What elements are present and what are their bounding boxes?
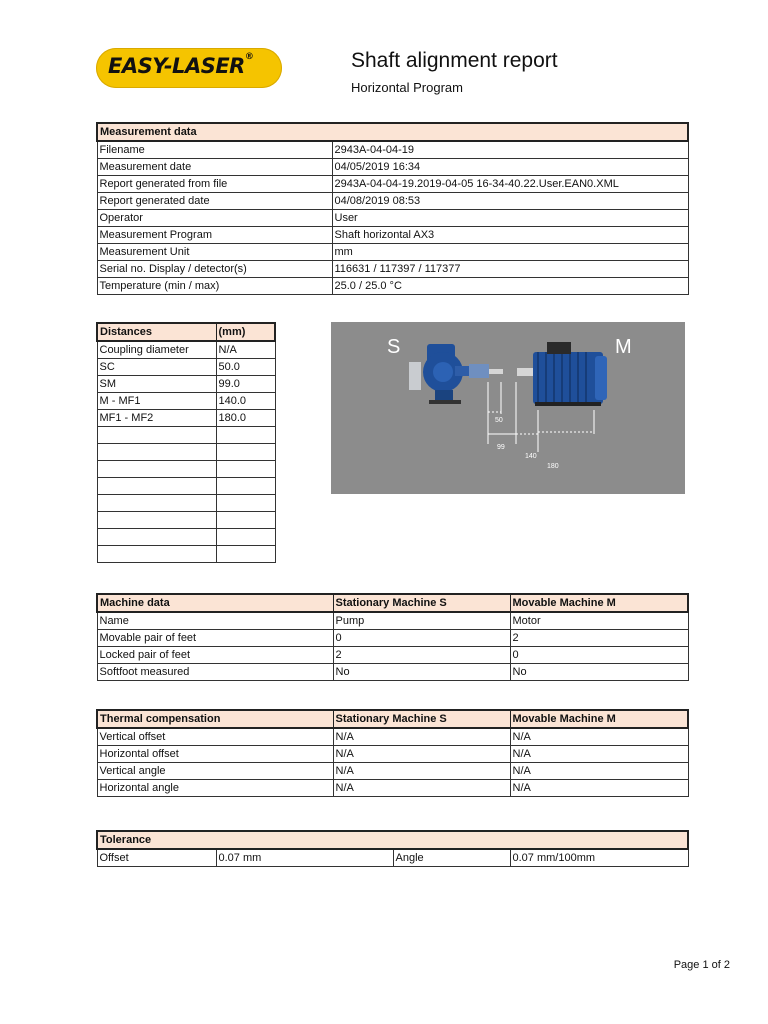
machine-data-heading: Machine data xyxy=(97,594,333,612)
distances-unit: (mm) xyxy=(216,323,275,341)
row-value-s: N/A xyxy=(333,780,510,797)
dim-sm-label: 99 xyxy=(497,444,505,451)
stationary-label: S xyxy=(387,336,401,358)
row-label xyxy=(97,444,216,461)
row-label: Serial no. Display / detector(s) xyxy=(97,261,332,278)
distances-table xyxy=(96,322,276,563)
row-label: Softfoot measured xyxy=(97,664,333,681)
col-movable: Movable Machine M xyxy=(510,710,688,728)
row-label: Measurement date xyxy=(97,159,332,176)
row-label: Vertical angle xyxy=(97,763,333,780)
row-value xyxy=(216,529,275,546)
row-value-m: 0 xyxy=(510,647,688,664)
thermal-heading: Thermal compensation xyxy=(97,710,333,728)
row-value: Shaft horizontal AX3 xyxy=(332,227,688,244)
table-header-row xyxy=(97,123,688,141)
table-header-row xyxy=(97,594,688,612)
table-row xyxy=(97,461,275,478)
table-row xyxy=(97,341,275,359)
table-row xyxy=(97,529,275,546)
row-value: User xyxy=(332,210,688,227)
row-value-s: 2 xyxy=(333,647,510,664)
report-subtitle: Horizontal Program xyxy=(351,80,463,95)
table-row xyxy=(97,359,275,376)
table-row xyxy=(97,244,688,261)
col-movable: Movable Machine M xyxy=(510,594,688,612)
table-header-row xyxy=(97,831,688,849)
table-row xyxy=(97,278,688,295)
table-row xyxy=(97,410,275,427)
row-label xyxy=(97,529,216,546)
row-value-s: No xyxy=(333,664,510,681)
table-row xyxy=(97,512,275,529)
table-row xyxy=(97,780,688,797)
machine-layout-diagram xyxy=(331,322,685,494)
row-value-s: N/A xyxy=(333,746,510,763)
row-value-s: N/A xyxy=(333,763,510,780)
table-row xyxy=(97,612,688,630)
pump-icon xyxy=(409,344,503,404)
table-row xyxy=(97,546,275,563)
row-value xyxy=(216,444,275,461)
thermal-compensation-table xyxy=(96,709,689,797)
row-value-m: 2 xyxy=(510,630,688,647)
row-value xyxy=(216,495,275,512)
row-label xyxy=(97,461,216,478)
row-label: Vertical offset xyxy=(97,728,333,746)
row-label: MF1 - MF2 xyxy=(97,410,216,427)
row-value xyxy=(216,478,275,495)
row-value-m: N/A xyxy=(510,763,688,780)
table-row xyxy=(97,227,688,244)
table-row xyxy=(97,763,688,780)
row-value-m: N/A xyxy=(510,780,688,797)
tolerance-heading: Tolerance xyxy=(97,831,688,849)
table-row xyxy=(97,444,275,461)
row-value-s: 0 xyxy=(333,630,510,647)
angle-label: Angle xyxy=(393,849,510,867)
row-label: Report generated date xyxy=(97,193,332,210)
row-value: 25.0 / 25.0 °C xyxy=(332,278,688,295)
easy-laser-logo xyxy=(96,48,282,88)
table-header-row xyxy=(97,710,688,728)
row-label: Measurement Unit xyxy=(97,244,332,261)
dim-sc-label: 50 xyxy=(495,417,503,424)
row-label xyxy=(97,546,216,563)
row-value-s: Pump xyxy=(333,612,510,630)
row-value-m: N/A xyxy=(510,728,688,746)
row-label: Name xyxy=(97,612,333,630)
table-row xyxy=(97,746,688,763)
row-value xyxy=(216,546,275,563)
table-row xyxy=(97,495,275,512)
table-row xyxy=(97,393,275,410)
table-row xyxy=(97,193,688,210)
row-label: Operator xyxy=(97,210,332,227)
measurement-data-heading: Measurement data xyxy=(97,123,688,141)
table-row xyxy=(97,647,688,664)
row-value-m: Motor xyxy=(510,612,688,630)
row-label: Report generated from file xyxy=(97,176,332,193)
row-label xyxy=(97,427,216,444)
row-value: 180.0 xyxy=(216,410,275,427)
table-row xyxy=(97,376,275,393)
table-row xyxy=(97,210,688,227)
row-label: Horizontal angle xyxy=(97,780,333,797)
table-row xyxy=(97,427,275,444)
row-label: Locked pair of feet xyxy=(97,647,333,664)
row-value: N/A xyxy=(216,341,275,359)
dim-mf2-label: 180 xyxy=(547,463,559,470)
row-value xyxy=(216,427,275,444)
row-value: 2943A-04-04-19 xyxy=(332,141,688,159)
table-row xyxy=(97,176,688,193)
machine-data-table xyxy=(96,593,689,681)
offset-value: 0.07 mm xyxy=(216,849,393,867)
table-row xyxy=(97,849,688,867)
offset-label: Offset xyxy=(97,849,216,867)
row-value: mm xyxy=(332,244,688,261)
row-label xyxy=(97,478,216,495)
motor-icon xyxy=(517,342,607,406)
row-value: 50.0 xyxy=(216,359,275,376)
col-stationary: Stationary Machine S xyxy=(333,710,510,728)
col-stationary: Stationary Machine S xyxy=(333,594,510,612)
row-label: M - MF1 xyxy=(97,393,216,410)
page-number: Page 1 of 2 xyxy=(673,959,730,971)
row-label: SC xyxy=(97,359,216,376)
logo-text: EASY-LASER® xyxy=(108,52,254,78)
row-value: 99.0 xyxy=(216,376,275,393)
table-row xyxy=(97,664,688,681)
measurement-data-table xyxy=(96,122,689,295)
row-label: Measurement Program xyxy=(97,227,332,244)
distances-heading: Distances xyxy=(97,323,216,341)
table-row xyxy=(97,478,275,495)
movable-label: M xyxy=(615,336,632,358)
row-label: Coupling diameter xyxy=(97,341,216,359)
table-row xyxy=(97,728,688,746)
row-value-m: No xyxy=(510,664,688,681)
row-value: 116631 / 117397 / 117377 xyxy=(332,261,688,278)
table-row xyxy=(97,159,688,176)
angle-value: 0.07 mm/100mm xyxy=(510,849,688,867)
row-value-m: N/A xyxy=(510,746,688,763)
dim-mf1-label: 140 xyxy=(525,453,537,460)
row-label: SM xyxy=(97,376,216,393)
row-value: 04/05/2019 16:34 xyxy=(332,159,688,176)
row-label: Horizontal offset xyxy=(97,746,333,763)
row-label xyxy=(97,512,216,529)
row-value-s: N/A xyxy=(333,728,510,746)
table-row xyxy=(97,261,688,278)
row-label: Filename xyxy=(97,141,332,159)
row-label xyxy=(97,495,216,512)
tolerance-table xyxy=(96,830,689,867)
row-value: 140.0 xyxy=(216,393,275,410)
row-value: 04/08/2019 08:53 xyxy=(332,193,688,210)
row-label: Movable pair of feet xyxy=(97,630,333,647)
table-header-row xyxy=(97,323,275,341)
row-value xyxy=(216,512,275,529)
report-title: Shaft alignment report xyxy=(351,49,558,72)
table-row xyxy=(97,141,688,159)
row-value xyxy=(216,461,275,478)
row-value: 2943A-04-04-19.2019-04-05 16-34-40.22.User.EAN0.XML xyxy=(332,176,688,193)
row-label: Temperature (min / max) xyxy=(97,278,332,295)
table-row xyxy=(97,630,688,647)
